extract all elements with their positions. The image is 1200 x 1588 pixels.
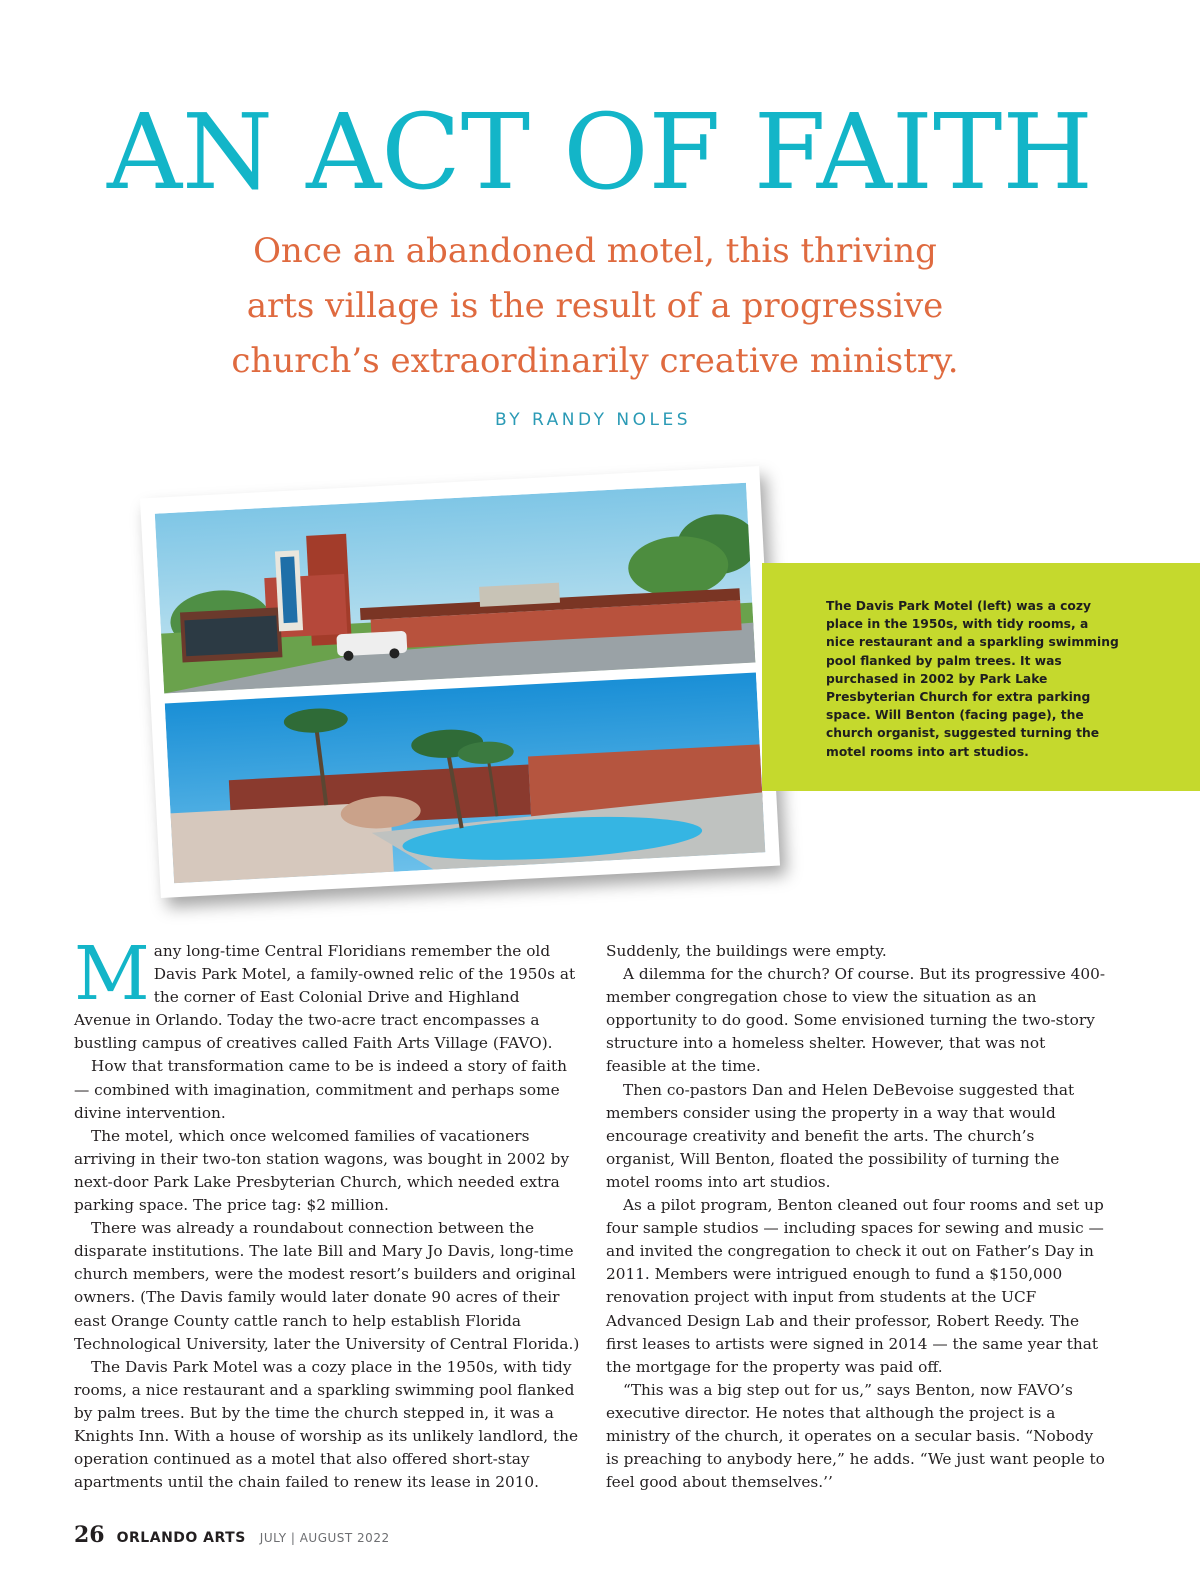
byline: BY RANDY NOLES (494, 410, 692, 430)
postcard-photo (140, 466, 780, 898)
body-paragraph: How that transformation came to be is indeed a story of faith — combined with imagination, commitment and perhaps some divine intervention. (74, 1057, 568, 1122)
body-paragraph: There was already a roundabout connection between the disparate institutions. The late Bill and Mary Jo Davis, long-time church members, were the modest resort’s builders and original owners. (The Davis family would later donate 90 acres of their east Orange County cattle ranch to help establish Florida Technological University, later the University of Central Florida.) (74, 1219, 580, 1353)
headline: AN ACT OF FAITH (106, 91, 1094, 213)
body-paragraph: As a pilot program, Benton cleaned out four rooms and set up four sample studios — including spaces for sewing and music — and invited the congregation to check it out on Father’s Day in 2011. Members were intrigued enough to fund a $150,000 renovation project with input from students at the UCF Advanced Design Lab and their professor, Robert Reedy. The first leases to artists were signed in 2014 — the same year that the mortgage for the property was paid off. (606, 1196, 1104, 1376)
photo-caption: The Davis Park Motel (left) was a cozy place in the 1950s, with tidy rooms, a nice restaurant and a sparkling swimming pool flanked by palm trees. It was purchased in 2002 by Park Lake Presbyterian Church for extra parking space. Will Benton (facing page), the church organist, suggested turning the motel rooms into art studios. (826, 599, 1119, 759)
body-paragraph: The Davis Park Motel was a cozy place in the 1950s, with tidy rooms, a nice restaurant and a sparkling swimming pool flanked by palm trees. But by the time the church stepped in, it was a Knights Inn. With a house of worship as its unlikely landlord, the operation continued as a motel that also offered short-stay apartments until the chain failed to renew its lease in 2010. (74, 1357, 579, 1492)
body-paragraph (74, 931, 580, 1055)
deck (150, 224, 1040, 389)
page-footer (74, 1522, 390, 1552)
deck-line: church’s extraordinarily creative ministry. (231, 341, 959, 381)
body-paragraph: Then co-pastors Dan and Helen DeBevoise suggested that members consider using the property in a way that would encourage creativity and benefit the arts. The church’s organist, Will Benton, floated the possibility of turning the motel rooms into art studios. (606, 1080, 1075, 1191)
deck-line: arts village is the result of a progressive (246, 286, 944, 326)
page-number: 26 (74, 1522, 105, 1548)
body-paragraph: The motel, which once welcomed families of vacationers arriving in their two-ton station wagons, was bought in 2002 by next-door Park Lake Presbyterian Church, which needed extra parking space. The price tag: $2 million. (74, 1126, 570, 1215)
drop-cap: M (74, 931, 150, 1017)
issue-date: JULY | AUGUST 2022 (259, 1531, 390, 1545)
motel-postcard-image (155, 483, 766, 883)
photo-caption-box (762, 563, 1200, 791)
body-paragraph: A dilemma for the church? Of course. But its progressive 400-member congregation chose to view the situation as an opportunity to do good. Some envisioned turning the two-story structure into a homeless shelter. However, that was not feasible at the time. (606, 965, 1106, 1076)
motel-pool-photo (165, 673, 766, 884)
body-paragraph-text: any long-time Central Floridians remember the old Davis Park Motel, a family-owned relic of the 1950s at the corner of East Colonial Drive and Highland Avenue in Orlando. Today the two-acre tract encompasses a bustling campus of creatives called Faith Arts Village (FAVO). (74, 942, 576, 1053)
postcard-frame (140, 466, 780, 898)
magazine-name: ORLANDO ARTS (116, 1530, 246, 1546)
deck-line: Once an abandoned motel, this thriving (253, 231, 937, 271)
body-paragraph: “This was a big step out for us,” says Benton, now FAVO’s executive director. He notes that although the project is a ministry of the church, it operates on a secular basis. “Nobody is preaching to anybody here,” he adds. “We just want people to feel good about themselves.’’ (606, 1380, 1105, 1492)
article-column-left (74, 931, 580, 1494)
body-paragraph: Suddenly, the buildings were empty. (606, 942, 887, 960)
motel-exterior-photo (155, 483, 764, 694)
article-column-right (606, 940, 1106, 1494)
